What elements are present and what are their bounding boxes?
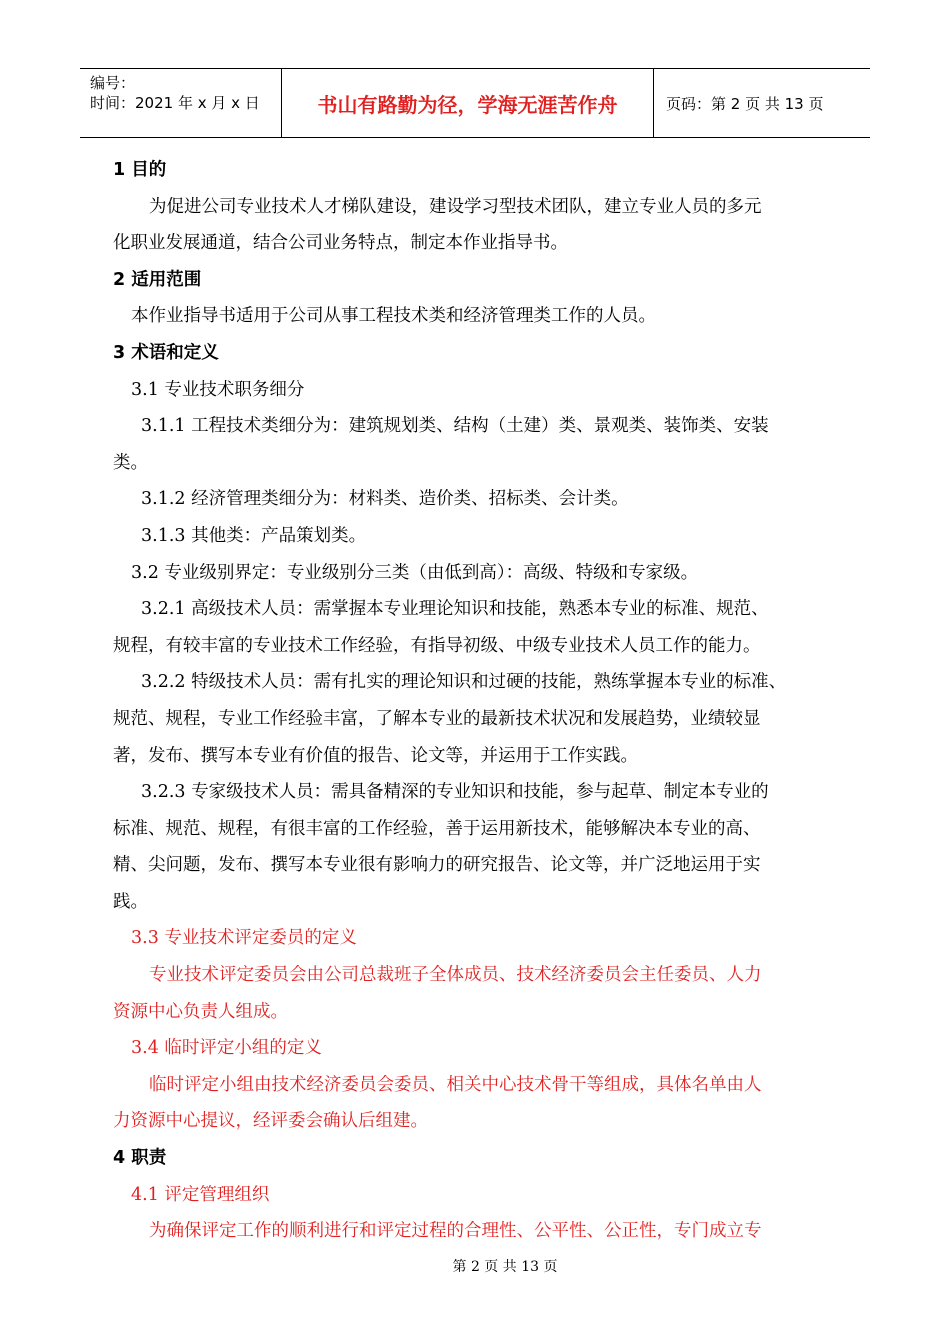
- body-text-line: 3.1.3 其他类：产品策划类。: [141, 525, 367, 546]
- document-body: [113, 152, 838, 1250]
- body-text-line: 3.2.2 特级技术人员：需有扎实的理论知识和过硬的技能，熟练掌握本专业的标准、: [141, 672, 787, 693]
- body-text-line: 资源中心负责人组成。: [113, 1001, 288, 1022]
- header-page-number: 页码：第 2 页 共 13 页: [666, 94, 824, 113]
- body-text-line: 3.2.1 高级技术人员：需掌握本专业理论知识和技能，熟悉本专业的标准、规范、: [141, 599, 769, 620]
- section-heading: 4 职责: [113, 1148, 167, 1169]
- body-text-line: 规范、规程，专业工作经验丰富，了解本专业的最新技术状况和发展趋势，业绩较显: [113, 708, 761, 729]
- body-text-line: 3.1.2 经济管理类细分为：材料类、造价类、招标类、会计类。: [141, 489, 629, 510]
- body-text-line: 类。: [113, 452, 148, 473]
- document-number-label: 编号：: [90, 74, 136, 92]
- body-text-line: 3.2.3 专家级技术人员：需具备精深的专业知识和技能，参与起草、制定本专业的: [141, 782, 769, 803]
- body-text-line: 规程，有较丰富的专业技术工作经验，有指导初级、中级专业技术人员工作的能力。: [113, 635, 761, 656]
- page-footer: 第 2 页 共 13 页: [452, 1259, 558, 1275]
- body-text-line: 践。: [113, 891, 148, 912]
- body-text-line: 为促进公司专业技术人才梯队建设，建设学习型技术团队，建立专业人员的多元: [149, 196, 762, 217]
- body-text-line: 标准、规范、规程，有很丰富的工作经验，善于运用新技术，能够解决本专业的高、: [113, 818, 761, 839]
- header-meta: [80, 69, 282, 137]
- section-heading: 1 目的: [113, 160, 167, 180]
- body-text-line: 专业技术评定委员会由公司总裁班子全体成员、技术经济委员会主任委员、人力: [149, 965, 762, 986]
- body-text-line: 4.1 评定管理组织: [131, 1184, 270, 1205]
- body-text-line: 化职业发展通道，结合公司业务特点，制定本作业指导书。: [113, 233, 568, 254]
- body-text-line: 3.3 专业技术评定委员的定义: [131, 928, 357, 949]
- body-text-line: 本作业指导书适用于公司从事工程技术类和经济管理类工作的人员。: [131, 306, 656, 327]
- header-motto: 书山有路勤为径，学海无涯苦作舟: [282, 69, 654, 137]
- body-text-line: 力资源中心提议，经评委会确认后组建。: [113, 1111, 428, 1132]
- document-date-label: 时间：2021 年 x 月 x 日: [90, 94, 260, 112]
- section-heading: 2 适用范围: [113, 269, 202, 290]
- body-text-line: 3.1.1 工程技术类细分为：建筑规划类、结构（土建）类、景观类、装饰类、安装: [141, 416, 769, 437]
- body-text-line: 著，发布、撰写本专业有价值的报告、论文等，并运用于工作实践。: [113, 745, 638, 766]
- document-header: [80, 68, 870, 138]
- body-text-line: 3.1 专业技术职务细分: [131, 379, 305, 400]
- body-text-line: 临时评定小组由技术经济委员会委员、相关中心技术骨干等组成，具体名单由人: [149, 1074, 762, 1095]
- body-text-line: 为确保评定工作的顺利进行和评定过程的合理性、公平性、公正性，专门成立专: [149, 1221, 762, 1242]
- section-heading: 3 术语和定义: [113, 342, 219, 363]
- body-text-line: 3.4 临时评定小组的定义: [131, 1038, 322, 1059]
- body-text-line: 3.2 专业级别界定：专业级别分三类（由低到高）：高级、特级和专家级。: [131, 562, 699, 583]
- body-text-line: 精、尖问题，发布、撰写本专业很有影响力的研究报告、论文等，并广泛地运用于实: [113, 855, 761, 876]
